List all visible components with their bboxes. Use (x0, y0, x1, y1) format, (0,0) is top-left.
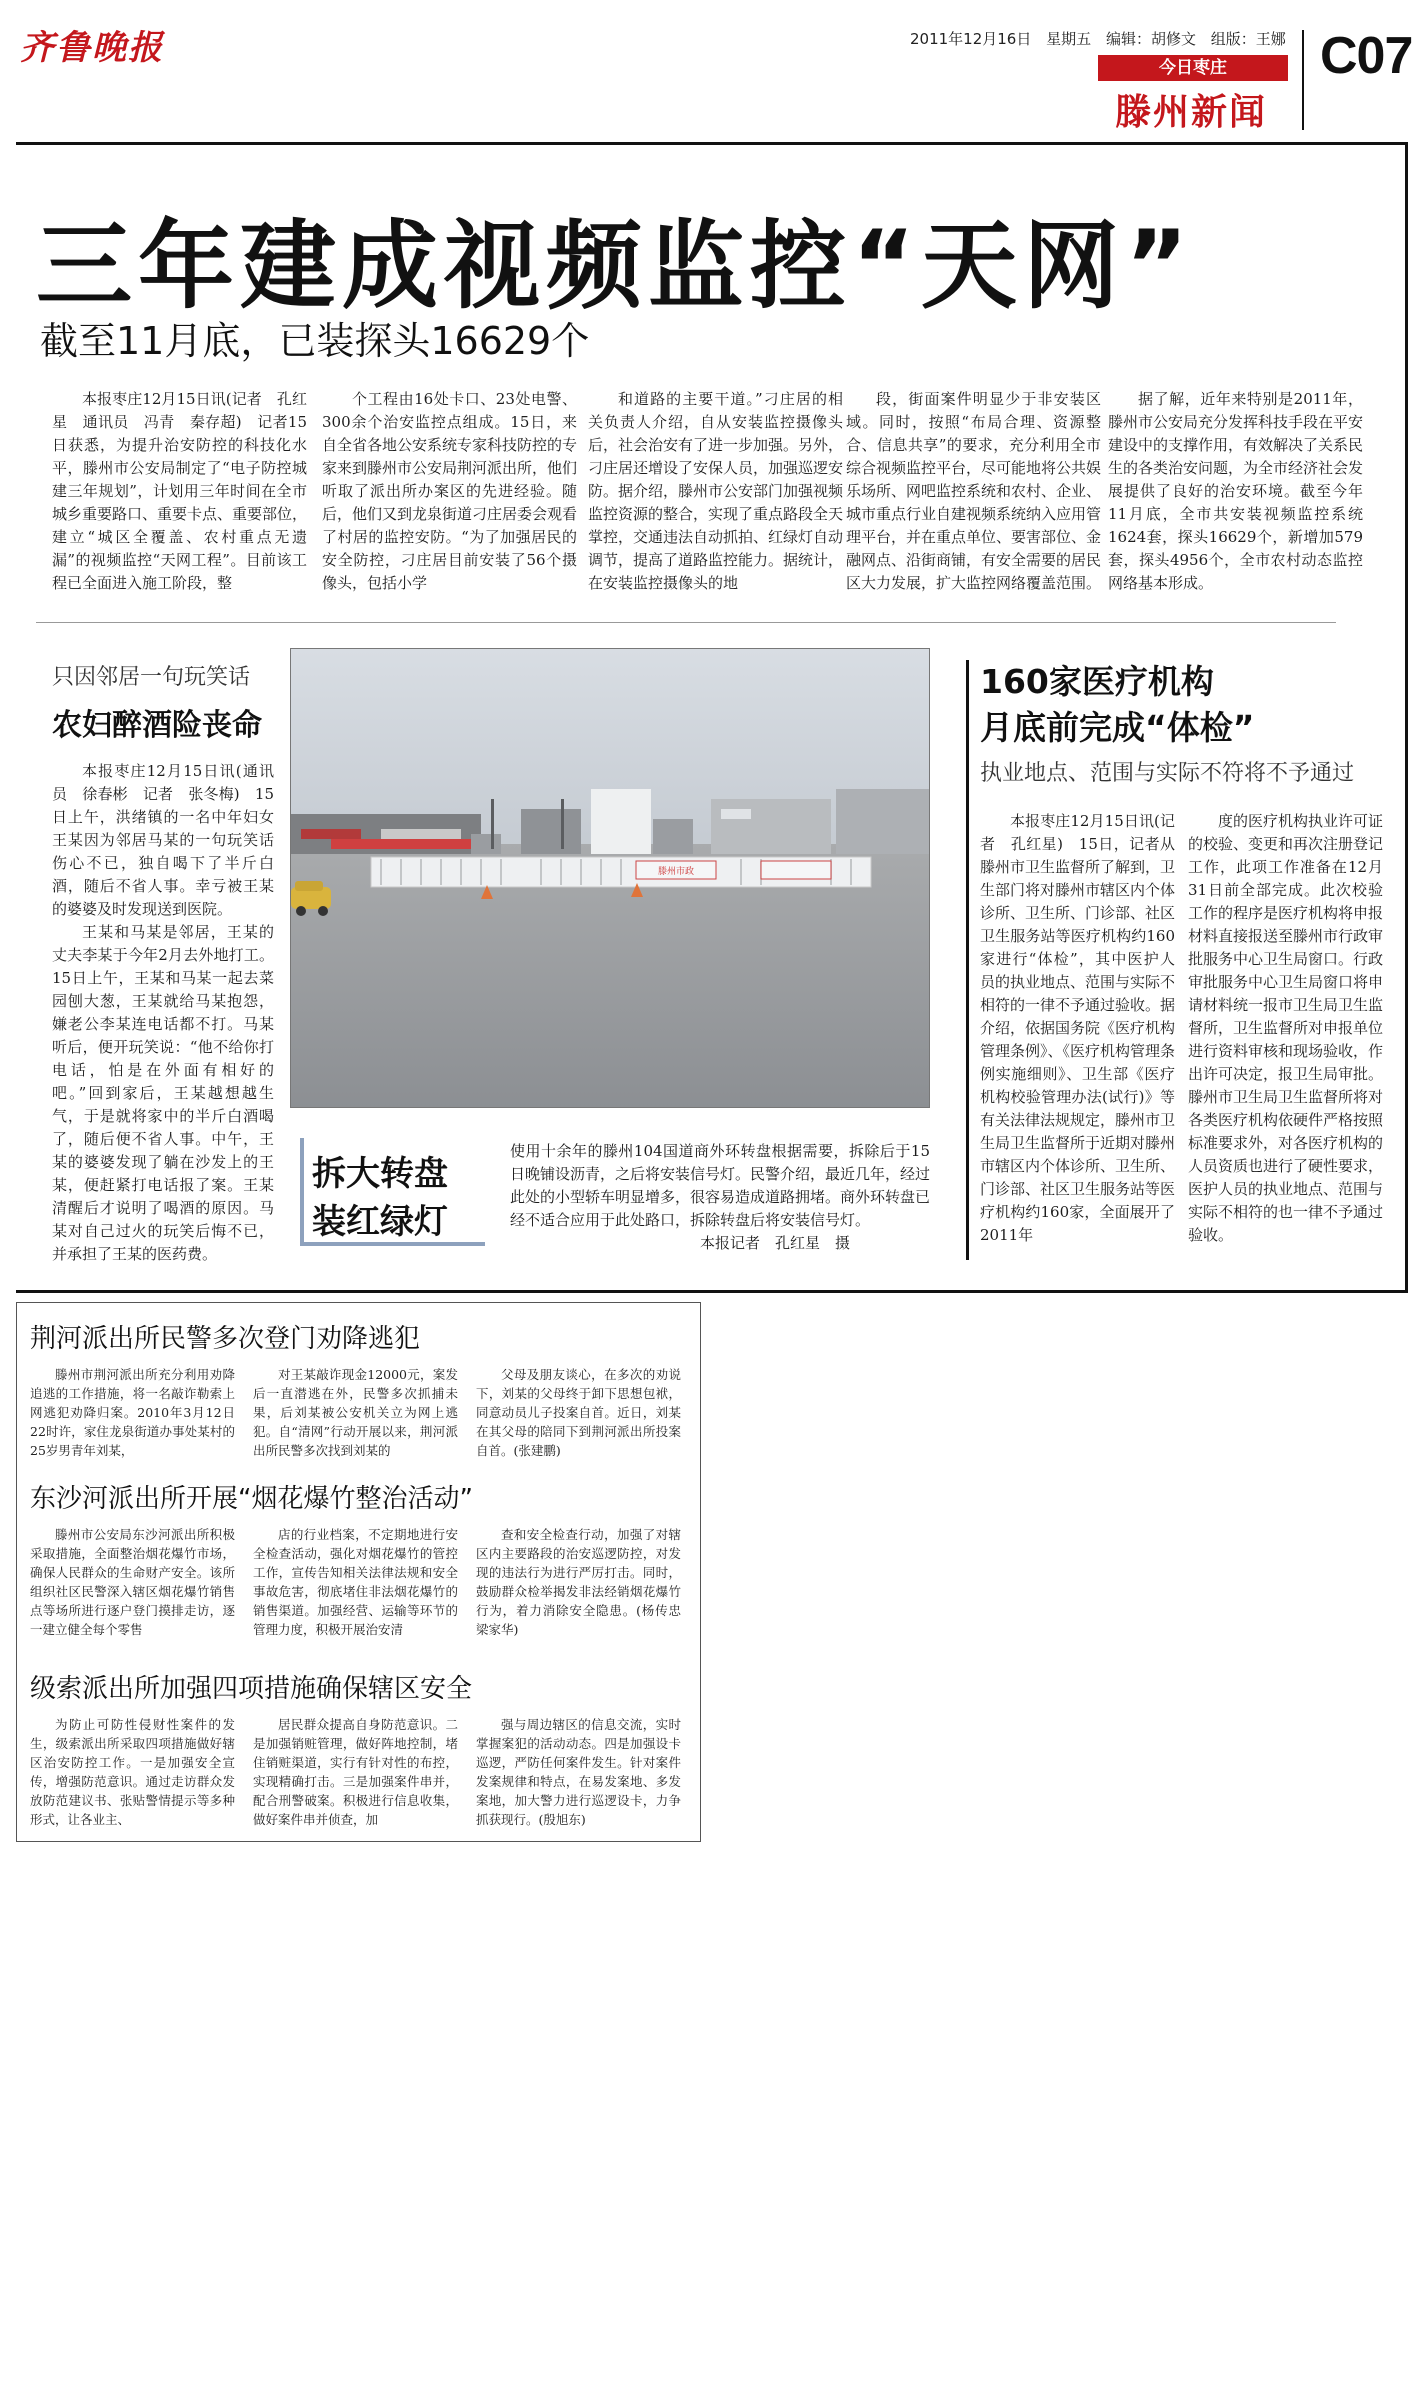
brief-1-column-2 (253, 1365, 458, 1460)
section-rule (16, 1290, 1408, 1293)
mid-rule (36, 622, 1336, 623)
date-line (910, 28, 1296, 49)
photo-caption-title-line-2: 装红绿灯 (312, 1202, 448, 1242)
section-name: 滕州新闻 (1115, 92, 1268, 133)
right-story-column-1 (980, 810, 1175, 1247)
side-rule (1405, 142, 1408, 1292)
brief-1-col2-text: 对王某敲诈现金12000元，案发后一直潜逃在外，民警多次抓捕未果，后刘某被公安机关立为网上逃犯。自“清网”行动开展以来，荆河派出所民警多次找到刘某的 (253, 1367, 458, 1458)
lead-headline: 三年建成视频监控“天网” (36, 210, 1195, 322)
left-story-body (52, 760, 274, 1266)
right-col1-text: 本报枣庄12月15日讯(记者 孔红星) 15日，记者从滕州市卫生监督所了解到，卫生部门将对滕州市辖区内个体诊所、卫生所、门诊部、社区卫生服务站等医疗机构约160家进行“体检”，其中医护人员的执业地点、范围与实际不相符的一律不予通过验收。据介绍，依据国务院《医疗机构管理条例》、《医疗机构管理条例实施细则》、卫生部《医疗机构校验管理办法(试行)》等有关法律法规规定，滕州市卫生局卫生监督所于近期对滕州市辖区内个体诊所、卫生所、门诊部、社区卫生服务站等医疗机构约160家，全面展开了2011年 (980, 812, 1176, 1244)
right-story-bar (966, 660, 969, 1260)
right-story-column-2 (1188, 810, 1383, 1247)
left-story-para-2: 王某和马某是邻居，王某的丈夫李某于今年2月去外地打工。15日上午，王某和马某一起去菜园刨大葱，王某就给马某抱怨，嫌老公李某连电话都不打。马某听后，便开玩笑说：“他不给你打电话，怕是在外面有相好的吧。”回到家后，王某越想越生气，于是就将家中的半斤白酒喝了，随后便不省人事。中午，王某的婆婆发现了躺在沙发上的王某，便赶紧打电话报了案。王某清醒后才说明了喝酒的原因。马某对自己过火的玩笑后悔不已，并承担了王某的医药费。 (52, 923, 274, 1263)
editor-credit: 编辑：胡修文 (1105, 30, 1196, 48)
page-number: C07 (1320, 27, 1413, 85)
right-col2-text: 度的医疗机构执业许可证的校验、变更和再次注册登记工作，此项工作准备在12月31日前全部完成。此次校验工作的程序是医疗机构将申报材料直接报送至滕州市行政审批服务中心卫生局窗口。行政审批服务中心卫生局窗口将申请材料统一报市卫生局卫生监督所，卫生监督所对申报单位进行资料审核和现场验收，作出许可决定，报卫生局审批。滕州市卫生局卫生监督所将对各类医疗机构依硬件严格按照标准要求外，对各医疗机构的人员资质也进行了硬性要求，医护人员的执业地点、范围与实际不相符的也一律不予通过验收。 (1188, 812, 1384, 1244)
brief-3-col2-text: 居民群众提高自身防范意识。二是加强销赃管理，做好阵地控制，堵住销赃渠道，实行有针对性的布控，实现精确打击。三是加强案件串并，配合刑警破案。积极进行信息收集，做好案件串并侦查，加 (253, 1717, 458, 1827)
brief-1-column-1 (30, 1365, 235, 1460)
right-story-subtitle: 执业地点、范围与实际不符将不予通过 (980, 761, 1355, 786)
brief-2-col1-text: 滕州市公安局东沙河派出所积极采取措施，全面整治烟花爆竹市场，确保人民群众的生命财产安全。该所组织社区民警深入辖区烟花爆竹销售点等场所进行逐户登门摸排走访，逐一建立健全每个零售 (30, 1527, 235, 1637)
photo-caption-title (312, 1150, 448, 1246)
lead-column-5 (1108, 388, 1363, 595)
brief-2-column-1 (30, 1525, 235, 1639)
news-photo (290, 648, 930, 1108)
top-rule (16, 142, 1408, 145)
photo-caption-title-line-1: 拆大转盘 (312, 1154, 448, 1194)
issue-date: 2011年12月16日 (910, 30, 1032, 48)
lead-col2-text: 个工程由16处卡口、23处电警、300余个治安监控点组成。15日，来自全省各地公安系统专家科技防控的专家来到滕州市公安局荆河派出所，他们听取了派出所办案区的先进经验。随后，他们又到龙泉街道刁庄居委会观看了村居的监控安防。“为了加强居民的安全防控，刁庄居目前安装了56个摄像头，包括小学 (322, 390, 578, 592)
issue-weekday: 星期五 (1046, 30, 1092, 48)
newspaper-logo: 齐鲁晚报 (20, 28, 164, 68)
lead-col5-text: 据了解，近年来特别是2011年，滕州市公安局充分发挥科技手段在平安建设中的支撑作用，有效解决了关系民生的各类治安问题，为全市经济社会发展提供了良好的治安环境。截至今年11月底，全市共安装视频监控系统1624套，探头16629个，新增加579套，探头4956个，全市农村动态监控网络基本形成。 (1108, 390, 1364, 592)
lead-column-3 (588, 388, 843, 595)
masthead-divider (1302, 30, 1304, 130)
brief-3-column-1 (30, 1715, 235, 1829)
brief-3-column-2 (253, 1715, 458, 1829)
layout-credit: 组版：王娜 (1210, 30, 1286, 48)
lead-col4-text: 段，街面案件明显少于非安装区域。同时，按照“布局合理、资源整合、信息共享”的要求，充分利用全市综合视频监控平台，尽可能地将公共娱乐场所、网吧监控系统和农村、企业、城市重点行业自建视频系统纳入应用管理平台，并在重点单位、要害部位、金融网点、沿街商铺，有安全需要的居民区大力发展，扩大监控网络覆盖范围。 (846, 390, 1102, 592)
brief-2-title: 东沙河派出所开展“烟花爆竹整治活动” (30, 1484, 473, 1514)
road-scene-illustration (291, 649, 930, 1108)
brief-1-col3-text: 父母及朋友谈心，在多次的劝说下，刘某的父母终于卸下思想包袱，同意动员儿子投案自首。近日，刘某在其父母的陪同下到荆河派出所投案自首。(张建鹏) (476, 1367, 681, 1458)
brief-3-title: 级索派出所加强四项措施确保辖区安全 (30, 1674, 473, 1704)
fence-sign-text: 滕州市政 (657, 867, 695, 877)
brief-2-column-3 (476, 1525, 694, 1639)
left-story-kicker: 只因邻居一句玩笑话 (52, 665, 251, 690)
brief-1-column-3 (476, 1365, 681, 1460)
brief-2-col2-text: 店的行业档案，不定期地进行安全检查活动，强化对烟花爆竹的管控工作，宣传告知相关法律法规和安全事故危害，彻底堵住非法烟花爆竹的销售渠道。加强经营、运输等环节的管理力度，积极开展治安清 (253, 1527, 458, 1637)
brief-3-column-3 (476, 1715, 681, 1829)
brief-1-col1-text: 滕州市荆河派出所充分利用劝降追逃的工作措施，将一名敲诈勒索上网逃犯劝降归案。2010年3月12日22时许，家住龙泉街道办事处某村的25岁男青年刘某， (30, 1367, 235, 1458)
brief-1-title: 荆河派出所民警多次登门劝降逃犯 (30, 1324, 421, 1354)
lead-col1-text: 本报枣庄12月15日讯(记者 孔红星 通讯员 冯青 秦存超) 记者15日获悉，为提升治安防控的科技化水平，滕州市公安局制定了“电子防控城建三年规划”，计划用三年时间在全市城乡重要路口、重要卡点、重要部位，建立“城区全覆盖、农村重点无遗漏”的视频监控“天网工程”。目前该工程已全面进入施工阶段，整 (52, 390, 308, 592)
right-story-title-line-1: 160家医疗机构 (980, 662, 1214, 701)
right-story-title-line-2: 月底前完成“体检” (980, 708, 1255, 747)
brief-3-col1-text: 为防止可防性侵财性案件的发生，级索派出所采取四项措施做好辖区治安防控工作。一是加强安全宣传，增强防范意识。通过走访群众发放防范建议书、张贴警情提示等多种形式，让各业主、 (30, 1717, 235, 1827)
left-story-para-1: 本报枣庄12月15日讯(通讯员 徐春彬 记者 张冬梅) 15日上午，洪绪镇的一名中年妇女王某因为邻居马某的一句玩笑话伤心不已，独自喝下了半斤白酒，随后不省人事。幸亏被王某的婆婆及时发现送到医院。 (52, 762, 274, 918)
lead-column-1 (52, 388, 307, 595)
lead-column-4 (846, 388, 1101, 595)
left-story-title: 农妇醉酒险丧命 (52, 708, 262, 743)
photo-credit: 本报记者 孔红星 摄 (700, 1234, 851, 1252)
lead-subhead: 截至11月底，已装探头16629个 (40, 319, 590, 363)
brief-3-col3-text: 强与周边辖区的信息交流，实时掌握案犯的活动动态。四是加强设卡巡逻，严防任何案件发生。针对案件发案规律和特点，在易发案地、多发案地，加大警力进行巡逻设卡，力争抓获现行。(殷旭东) (476, 1717, 681, 1827)
brief-2-column-2 (253, 1525, 458, 1639)
photo-caption: 使用十余年的滕州104国道商外环转盘根据需要，拆除后于15日晚铺设沥青，之后将安装信号灯。民警介绍，最近几年，经过此处的小型轿车明显增多，很容易造成道路拥堵。商外环转盘已经不适合应用于此处路口，拆除转盘后将安装信号灯。 (510, 1142, 931, 1229)
brief-2-col3-text: 查和安全检查行动，加强了对辖区内主要路段的治安巡逻防控，对发现的违法行为进行严厉打击。同时，鼓励群众检举揭发非法经销烟花爆竹行为，着力消除安全隐患。(杨传忠 梁家华) (476, 1527, 694, 1637)
lead-col3-text: 和道路的主要干道。”刁庄居的相关负责人介绍，自从安装监控摄像头后，社会治安有了进一步加强。另外，刁庄居还增设了安保人员，加强巡逻安防。据介绍，滕州市公安部门加强视频监控资源的整合，实现了重点路段全天掌控，交通违法自动抓拍、红绿灯自动调节，提高了道路监控能力。据统计，在安装监控摄像头的地 (588, 390, 844, 592)
section-tag: 今日枣庄 (1098, 55, 1288, 81)
lead-column-2 (322, 388, 577, 595)
